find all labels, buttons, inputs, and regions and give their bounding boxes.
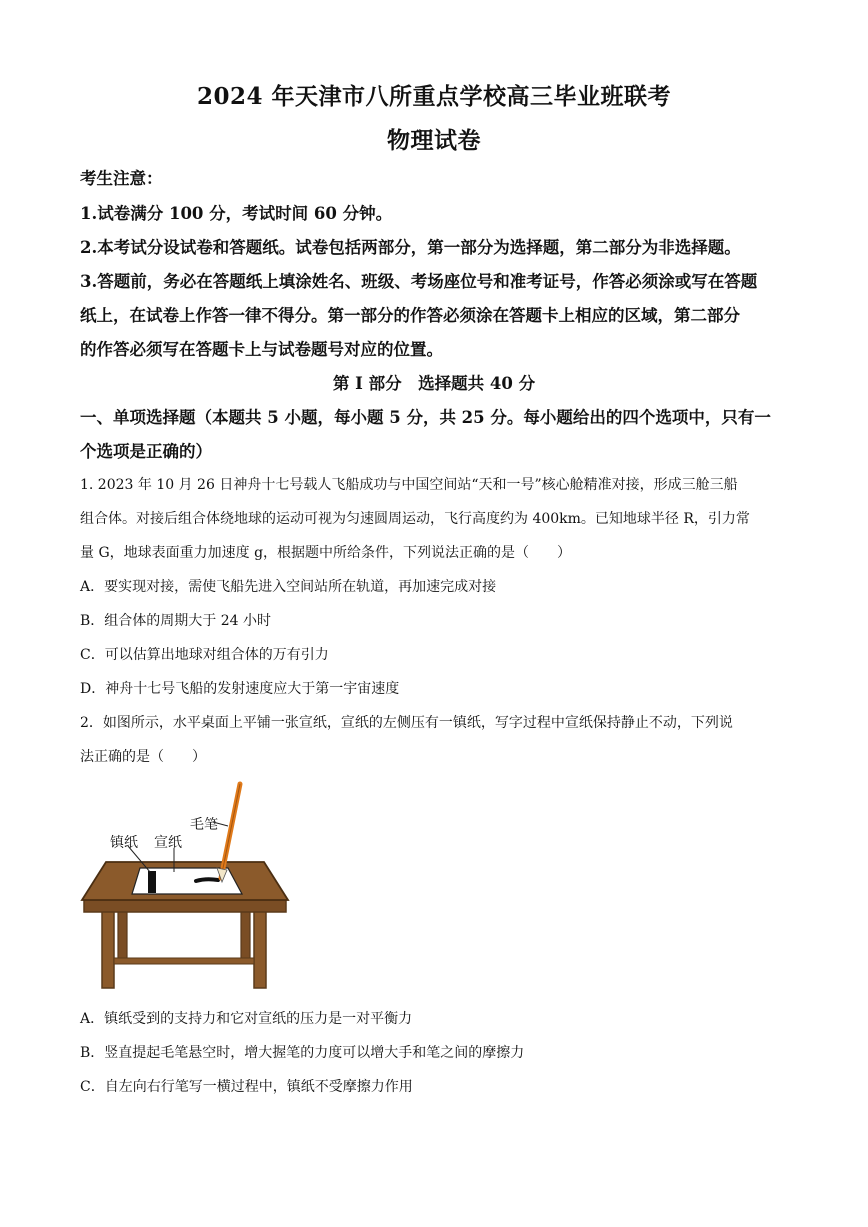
notice-heading: 考生注意： <box>80 169 163 188</box>
notice-line-3c: 的作答必须写在答题卡上与试卷题号对应的位置。 <box>80 340 443 359</box>
label-paperweight: 镇纸 <box>110 835 138 851</box>
q1-stem-1: 1. 2023 年 10 月 26 日神舟十七号载人飞船成功与中国空间站“天和一号”核心舱精准对接，形成三舱三船 <box>80 477 738 493</box>
label-brush: 毛笔 <box>190 817 218 833</box>
q1-option-a: A．要实现对接，需使飞船先进入空间站所在轨道，再加速完成对接 <box>80 579 497 595</box>
exam-title: 2024 年天津市八所重点学校高三毕业班联考 <box>196 83 672 110</box>
table-crossbar <box>114 958 254 964</box>
q2-option-c: C．自左向右行笔写一横过程中，镇纸不受摩擦力作用 <box>80 1079 413 1095</box>
q2-stem-1: 2．如图所示，水平桌面上平铺一张宣纸，宣纸的左侧压有一镇纸，写字过程中宣纸保持静止不动，下列说 <box>80 715 733 731</box>
exam-subtitle: 物理试卷 <box>387 127 481 154</box>
table-leg-right-front <box>254 908 266 988</box>
section-heading-a: 一、单项选择题（本题共 5 小题，每小题 5 分，共 25 分。每小题给出的四个选项中，只有一 <box>80 408 771 427</box>
notice-line-1: 1.试卷满分 100 分，考试时间 60 分钟。 <box>80 204 393 223</box>
table-leg-left-front <box>102 908 114 988</box>
label-xuan-paper: 宣纸 <box>154 835 182 851</box>
paperweight <box>148 871 156 893</box>
notice-line-3b: 纸上，在试卷上作答一律不得分。第一部分的作答必须涂在答题卡上相应的区域，第二部分 <box>80 306 740 325</box>
q2-figure <box>78 780 293 990</box>
desk-illustration <box>78 780 293 990</box>
q1-option-c: C．可以估算出地球对组合体的万有引力 <box>80 647 329 663</box>
q1-stem-3: 量 G，地球表面重力加速度 g，根据题中所给条件，下列说法正确的是（ ） <box>80 545 572 561</box>
ink-stroke <box>196 879 218 881</box>
part1-heading: 第 I 部分 选择题共 40 分 <box>332 374 536 393</box>
notice-line-3a: 3.答题前，务必在答题纸上填涂姓名、班级、考场座位号和准考证号，作答必须涂或写在答题 <box>80 272 758 291</box>
q2-option-a: A．镇纸受到的支持力和它对宣纸的压力是一对平衡力 <box>80 1011 413 1027</box>
q1-stem-2: 组合体。对接后组合体绕地球的运动可视为匀速圆周运动，飞行高度约为 400km。已知地球半径 R，引力常 <box>80 511 750 527</box>
q1-option-d: D．神舟十七号飞船的发射速度应大于第一宇宙速度 <box>80 681 400 697</box>
q2-stem-2: 法正确的是（ ） <box>80 749 206 765</box>
q2-option-b: B．竖直提起毛笔悬空时，增大握笔的力度可以增大手和笔之间的摩擦力 <box>80 1045 525 1061</box>
notice-line-2: 2.本考试分设试卷和答题纸。试卷包括两部分，第一部分为选择题，第二部分为非选择题。 <box>80 238 741 257</box>
section-heading-b: 个选项是正确的） <box>80 442 212 461</box>
q1-option-b: B．组合体的周期大于 24 小时 <box>80 613 272 629</box>
table-apron <box>84 900 286 912</box>
